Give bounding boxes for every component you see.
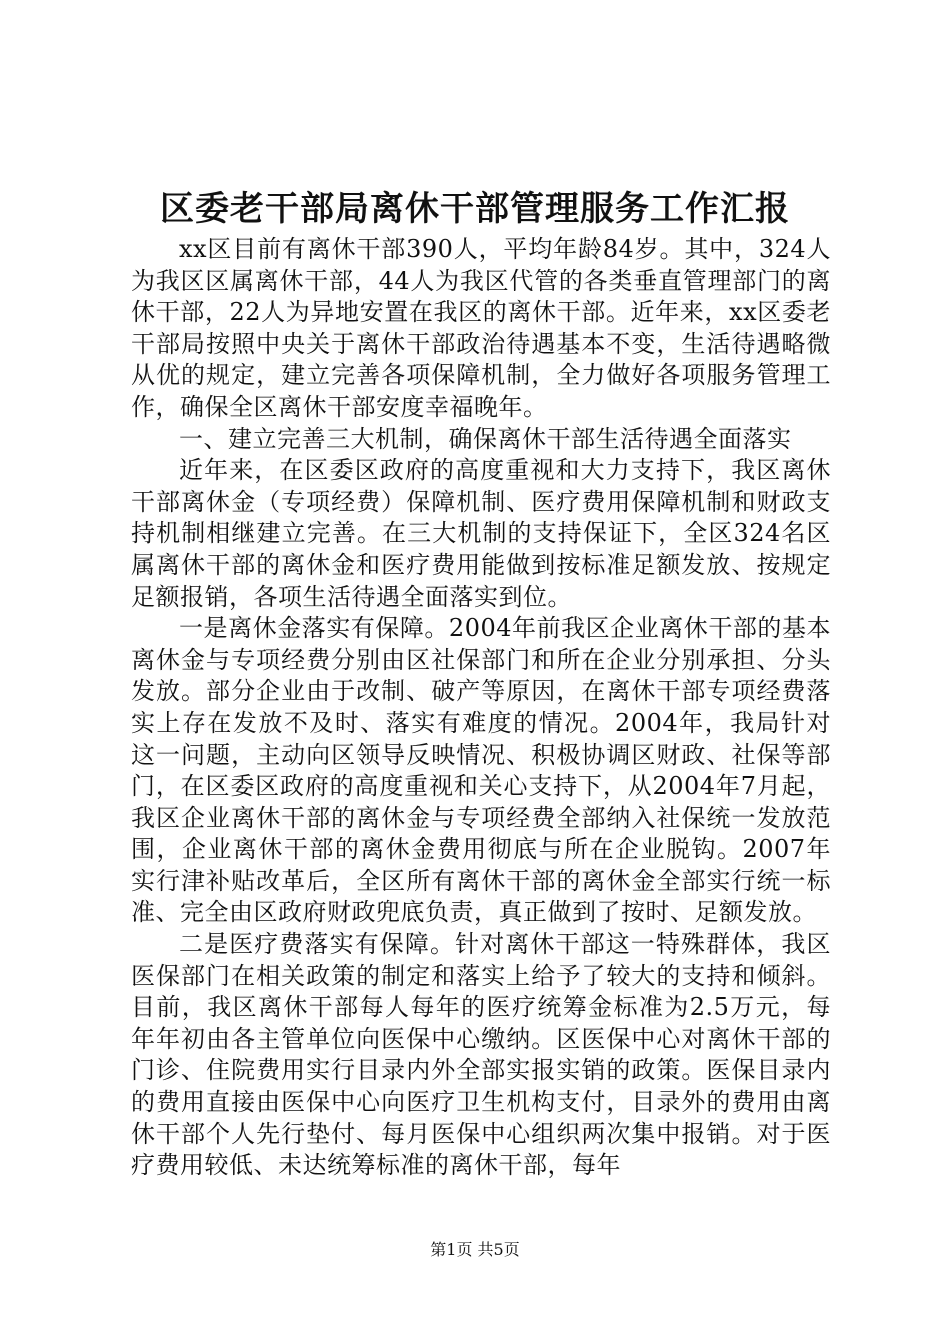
document-body: [131, 234, 831, 1182]
document-title: 区委老干部局离休干部管理服务工作汇报: [160, 189, 790, 229]
paragraph-intro: xx区目前有离休干部390人，平均年龄84岁。其中，324人为我区区属离休干部，44人为我区代管的各类垂直管理部门的离休干部，22人为异地安置在我区的离休干部。近年来，xx区委老干部局按照中央关于离休干部政治待遇基本不变，生活待遇略微从优的规定，建立完善各项保障机制，全力做好各项服务管理工作，确保全区离休干部安度幸福晚年。: [131, 235, 831, 421]
paragraph-pension: 一是离休金落实有保障。2004年前我区企业离休干部的基本离休金与专项经费分别由区社保部门和所在企业分别承担、分头发放。部分企业由于改制、破产等原因，在离休干部专项经费落实上存在发放不及时、落实有难度的情况。2004年，我局针对这一问题，主动向区领导反映情况、积极协调区财政、社保等部门，在区委区政府的高度重视和关心支持下，从2004年7月起，我区企业离休干部的离休金与专项经费全部纳入社保统一发放范围，企业离休干部的离休金费用彻底与所在企业脱钩。2007年实行津补贴改革后，全区所有离休干部的离休金全部实行统一标准、完全由区政府财政兜底负责，真正做到了按时、足额发放。: [131, 614, 831, 927]
paragraph-medical: 二是医疗费落实有保障。针对离休干部这一特殊群体，我区医保部门在相关政策的制定和落实上给予了较大的支持和倾斜。目前，我区离休干部每人每年的医疗统筹金标准为2.5万元，每年年初由各主管单位向医保中心缴纳。区医保中心对离休干部的门诊、住院费用实行目录内外全部实报实销的政策。医保目录内的费用直接由医保中心向医疗卫生机构支付，目录外的费用由离休干部个人先行垫付、每月医保中心组织两次集中报销。对于医疗费用较低、未达统筹标准的离休干部，每年: [131, 930, 831, 1180]
section-heading-1: 一、建立完善三大机制，确保离休干部生活待遇全面落实: [179, 424, 792, 453]
paragraph-mechanisms: 近年来，在区委区政府的高度重视和大力支持下，我区离休干部离休金（专项经费）保障机制、医疗费用保障机制和财政支持机制相继建立完善。在三大机制的支持保证下，全区324名区属离休干部的离休金和医疗费用能做到按标准足额发放、按规定足额报销，各项生活待遇全面落实到位。: [131, 456, 831, 611]
page-number-footer: 第1页 共5页: [430, 1240, 520, 1259]
